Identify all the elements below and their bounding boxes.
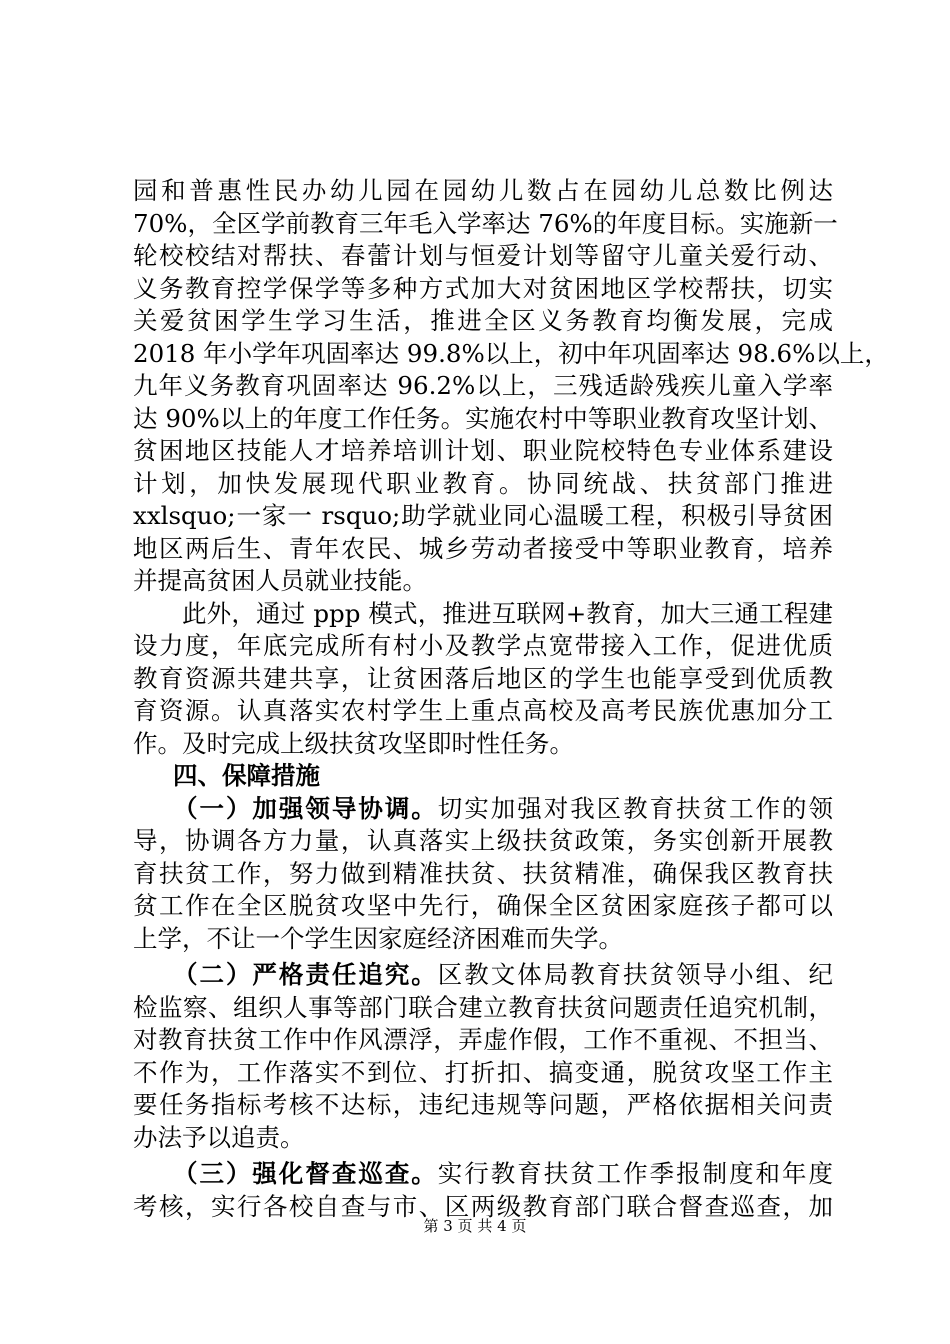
measure-title: （一）加强领导协调。 (173, 793, 438, 823)
text-line: 九年义务教育巩固率达 96.2%以上，三残适龄残疾儿童入学率 (133, 371, 833, 400)
text-line: 轮校校结对帮扶、春蕾计划与恒爱计划等留守儿童关爱行动、 (133, 241, 833, 270)
text-line: 检监察、组织人事等部门联合建立教育扶贫问题责任追究机制， (133, 992, 833, 1022)
measure-text: 切实加强对我区教育扶贫工作的领 (437, 793, 834, 823)
text-line: 2018 年小学年巩固率达 99.8%以上，初中年巩固率达 98.6%以上， (133, 338, 889, 368)
text-line: 教育资源共建共享，让贫困落后地区的学生也能享受到优质教 (133, 663, 833, 693)
measure-leadership (133, 793, 833, 956)
text-line (133, 793, 833, 826)
text-line: 贫工作在全区脱贫攻坚中先行，确保全区贫困家庭孩子都可以 (133, 891, 833, 920)
text-line: 考核，实行各校自查与市、区两级教育部门联合督查巡查，加 (133, 1191, 833, 1221)
text-line (133, 959, 833, 992)
document-body (133, 175, 889, 1223)
text-line: 上学，不让一个学生因家庭经济困难而失学。 (133, 923, 623, 953)
text-line: 导，协调各方力量，认真落实上级扶贫政策，务实创新开展教 (133, 826, 833, 855)
text-line: 70%，全区学前教育三年毛入学率达 76%的年度目标。实施新一 (133, 208, 838, 238)
measure-inspection (133, 1158, 833, 1223)
text-line (133, 1158, 833, 1191)
text-line: 育扶贫工作，努力做到精准扶贫、扶贫精准，确保我区教育扶 (133, 858, 833, 888)
text-line: 关爱贫困学生学习生活，推进全区义务教育均衡发展，完成 (133, 306, 833, 335)
text-line: 地区两后生、青年农民、城乡劳动者接受中等职业教育，培养 (133, 533, 833, 563)
page-number-footer: 第 3 页 共 4 页 (423, 1217, 527, 1235)
text-line: 义务教育控学保学等多种方式加大对贫困地区学校帮扶，切实 (133, 273, 833, 303)
text-line: 并提高贫困人员就业技能。 (133, 566, 427, 595)
paragraph-internet-education (133, 598, 833, 761)
measure-title: （三）强化督查巡查。 (173, 1159, 438, 1188)
measure-accountability (133, 959, 833, 1154)
paragraph-continuation (133, 175, 889, 598)
measure-text: 实行教育扶贫工作季报制度和年度 (437, 1159, 834, 1188)
text-line: 园和普惠性民办幼儿园在园幼儿数占在园幼儿总数比例达 (133, 176, 833, 205)
text-line: 育资源。认真落实农村学生上重点高校及高考民族优惠加分工 (133, 696, 833, 725)
measure-title: （二）严格责任追究。 (173, 960, 438, 989)
measure-text: 区教文体局教育扶贫领导小组、纪 (437, 960, 834, 989)
text-line: 办法予以追责。 (133, 1122, 305, 1152)
text-line: 要任务指标考核不达标，违纪违规等问题，严格依据相关问责 (133, 1090, 833, 1119)
text-line: 贫困地区技能人才培养培训计划、职业院校特色专业体系建设 (133, 436, 833, 465)
text-line: 不作为，工作落实不到位、打折扣、搞变通，脱贫攻坚工作主 (133, 1057, 833, 1087)
text-line: 达 90%以上的年度工作任务。实施农村中等职业教育攻坚计划、 (133, 403, 833, 433)
text-line: 此外，通过 ppp 模式，推进互联网+教育，加大三通工程建 (182, 598, 833, 628)
text-line: 计划，加快发展现代职业教育。协同统战、扶贫部门推进 (133, 468, 833, 498)
text-line: 作。及时完成上级扶贫攻坚即时性任务。 (133, 728, 574, 758)
text-line: xxlsquo;一家一 rsquo;助学就业同心温暖工程，积极引导贫困 (133, 501, 833, 530)
text-line: 对教育扶贫工作中作风漂浮，弄虚作假，工作不重视、不担当、 (133, 1025, 833, 1054)
section-heading: 四、保障措施 (173, 761, 320, 790)
text-line: 设力度，年底完成所有村小及教学点宽带接入工作，促进优质 (133, 631, 833, 660)
